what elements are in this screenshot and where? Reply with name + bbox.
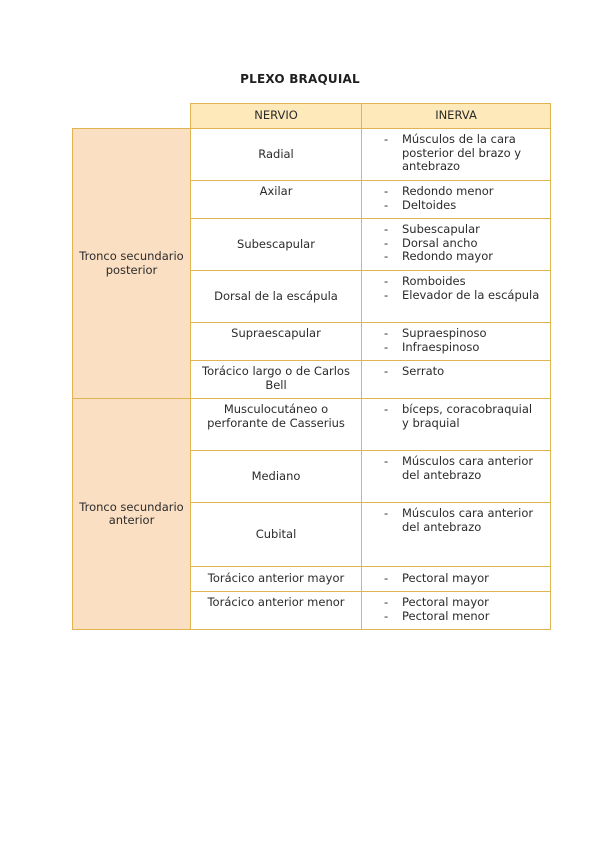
innervation-item: - Infraespinoso [384, 341, 542, 355]
innervation-item: - Deltoides [384, 199, 542, 213]
table-row [73, 129, 551, 181]
innervation-cell [362, 503, 551, 567]
innervation-item: - Romboides [384, 275, 542, 289]
nerve-cell: Torácico anterior mayor [191, 567, 362, 592]
innervation-item: - Subescapular [384, 223, 542, 237]
innervation-cell [362, 129, 551, 181]
innervation-cell [362, 592, 551, 630]
header-nervio: NERVIO [191, 104, 362, 129]
nerve-cell: Subescapular [191, 219, 362, 271]
innervation-item: - Serrato [384, 365, 542, 379]
nerve-cell: Supraescapular [191, 323, 362, 361]
innervation-item: - Pectoral mayor [384, 572, 542, 586]
header-inerva: INERVA [362, 104, 551, 129]
nerve-cell: Torácico anterior menor [191, 592, 362, 630]
innervation-item: - Pectoral mayor [384, 596, 542, 610]
innervation-item: - Redondo mayor [384, 250, 542, 264]
brachial-plexus-table [72, 103, 551, 630]
innervation-cell [362, 399, 551, 451]
innervation-cell [362, 219, 551, 271]
innervation-cell [362, 567, 551, 592]
innervation-item: - Músculos cara anterior del antebrazo [384, 455, 542, 482]
innervation-cell [362, 181, 551, 219]
innervation-item: - bíceps, coracobraquial y braquial [384, 403, 542, 430]
nerve-cell: Axilar [191, 181, 362, 219]
nerve-cell: Dorsal de la escápula [191, 271, 362, 323]
trunk-posterior: Tronco secundario posterior [73, 129, 191, 399]
trunk-anterior: Tronco secundario anterior [73, 399, 191, 630]
table-row [73, 399, 551, 451]
innervation-item: - Músculos de la cara posterior del brazo y antebrazo [384, 133, 542, 174]
nerve-cell: Torácico largo o de Carlos Bell [191, 361, 362, 399]
header-row [73, 104, 551, 129]
nerve-cell: Musculocutáneo o perforante de Casserius [191, 399, 362, 451]
nerve-cell: Mediano [191, 451, 362, 503]
page-title: PLEXO BRAQUIAL [240, 72, 360, 86]
innervation-item: - Músculos cara anterior del antebrazo [384, 507, 542, 534]
innervation-cell [362, 361, 551, 399]
innervation-item: - Elevador de la escápula [384, 289, 542, 303]
header-corner [73, 104, 191, 129]
nerve-cell: Radial [191, 129, 362, 181]
nerve-cell: Cubital [191, 503, 362, 567]
innervation-cell [362, 271, 551, 323]
innervation-cell [362, 451, 551, 503]
innervation-cell [362, 323, 551, 361]
innervation-item: - Pectoral menor [384, 610, 542, 624]
innervation-item: - Supraespinoso [384, 327, 542, 341]
innervation-item: - Redondo menor [384, 185, 542, 199]
innervation-item: - Dorsal ancho [384, 237, 542, 251]
